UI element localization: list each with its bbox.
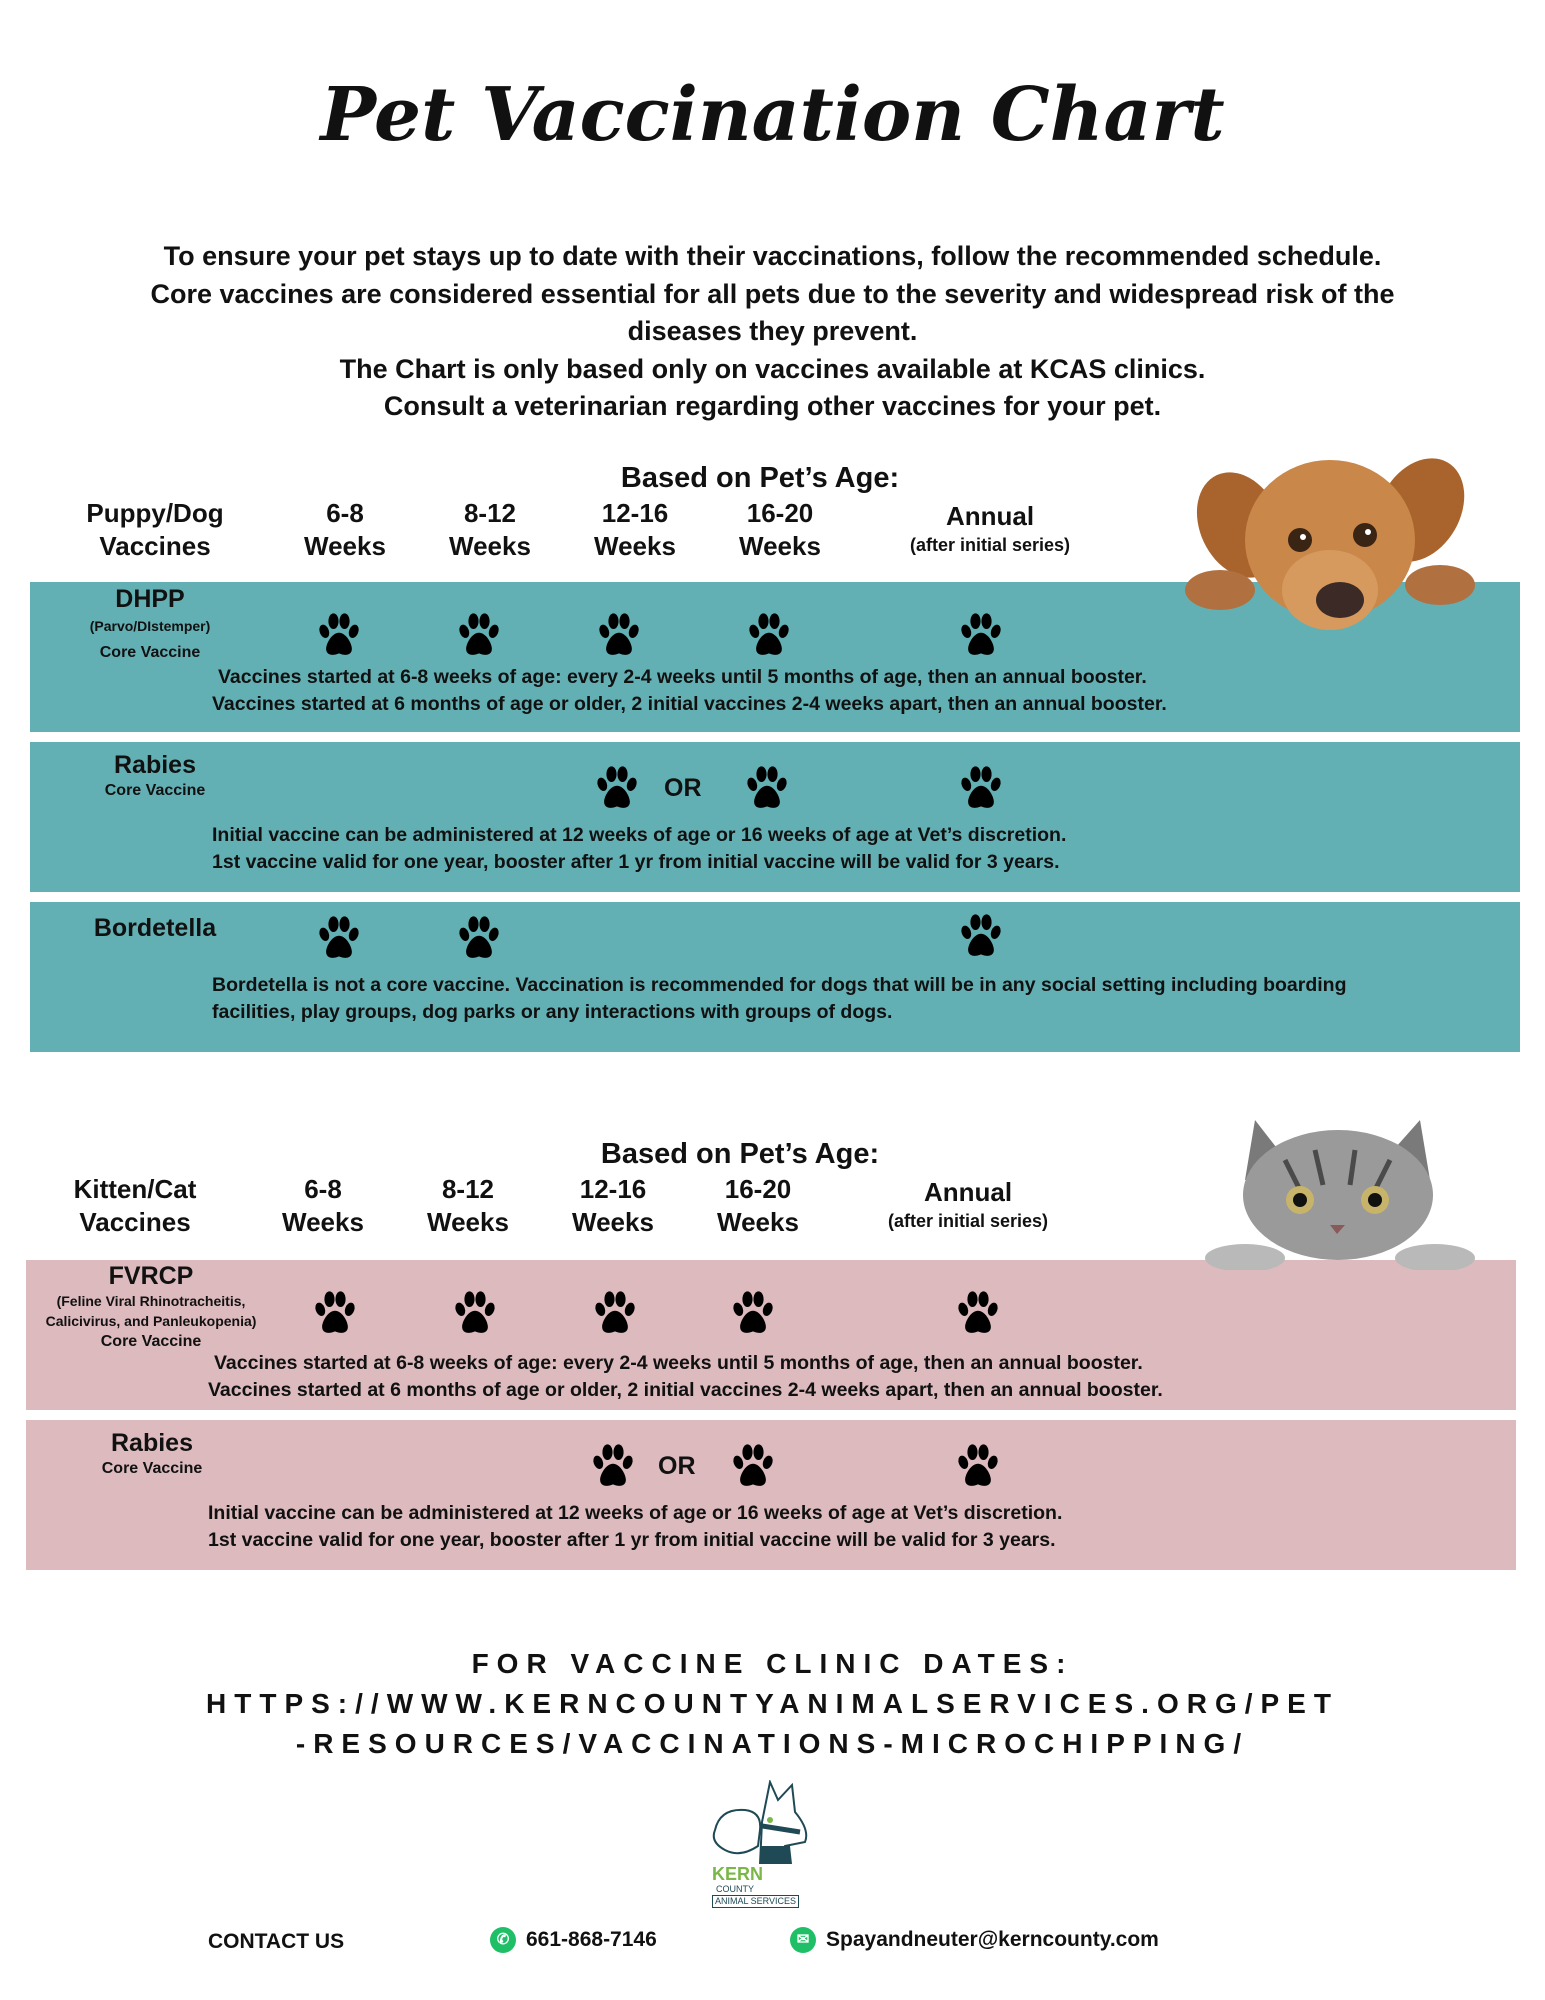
dog-col-8-12: [435, 497, 545, 563]
vaccine-name: DHPP: [115, 585, 185, 613]
vaccine-notes: [208, 1350, 1163, 1404]
col-top: 12-16: [601, 498, 669, 528]
dhpp-label: [50, 584, 250, 664]
animals-logo-icon: [700, 1780, 840, 1864]
paw-icon: [955, 1443, 1001, 1489]
note-line: Initial vaccine can be administered at 12 weeks of age or 16 weeks of age at Vet’s discretion.: [212, 824, 1067, 846]
clinic-url-line[interactable]: -RESOURCES/VACCINATIONS-MICROCHIPPING/: [295, 1728, 1250, 1759]
core-vaccine-label: Core Vaccine: [104, 782, 206, 799]
cat-col-12-16: [558, 1173, 668, 1239]
col-bottom: Weeks: [717, 1207, 799, 1237]
vaccine-notes: [212, 972, 1347, 1026]
subtitle-line: (Feline Viral Rhinotracheitis,: [56, 1293, 246, 1309]
col-bottom: Weeks: [449, 531, 531, 561]
vaccine-subtitle: (Parvo/DIstemper): [89, 618, 211, 634]
paw-icon: [958, 612, 1004, 658]
bordetella-label: [55, 913, 255, 943]
col-bottom: Weeks: [282, 1207, 364, 1237]
paw-icon: [456, 915, 502, 961]
note-line: facilities, play groups, dog parks or any interactions with groups of dogs.: [212, 1001, 893, 1023]
note-line: Vaccines started at 6-8 weeks of age: every 2-4 weeks until 5 months of age, then an annual booster.: [218, 666, 1147, 688]
paw-icon: [452, 1290, 498, 1336]
paw-icon: [746, 612, 792, 658]
dog-row-header: [60, 497, 250, 563]
row-header-line: Vaccines: [79, 1207, 191, 1237]
note-line: Bordetella is not a core vaccine. Vaccination is recommended for dogs that will be in any social setting including boarding: [212, 974, 1347, 996]
row-header-line: Vaccines: [99, 531, 211, 561]
col-bottom: Weeks: [427, 1207, 509, 1237]
col-top: 6-8: [304, 1174, 342, 1204]
subtitle-line: Calicivirus, and Panleukopenia): [45, 1313, 257, 1329]
intro-line: Consult a veterinarian regarding other vaccines for your pet.: [383, 391, 1162, 421]
intro-text: [60, 238, 1485, 426]
cat-col-6-8: [268, 1173, 378, 1239]
dog-col-6-8: [290, 497, 400, 563]
row-header-line: Puppy/Dog: [86, 498, 224, 528]
row-header-line: Kitten/Cat: [73, 1174, 197, 1204]
or-label: OR: [658, 1452, 696, 1480]
intro-line: To ensure your pet stays up to date with their vaccinations, follow the recommended schedule.: [163, 241, 1382, 271]
col-bottom: Weeks: [572, 1207, 654, 1237]
kitten-image: [1205, 1110, 1475, 1270]
dog-col-annual: [880, 500, 1100, 557]
dog-col-16-20: [725, 497, 835, 563]
intro-line: Core vaccines are considered essential for all pets due to the severity and widespread risk of the: [150, 278, 1395, 309]
fvrcp-label: [26, 1261, 276, 1353]
vaccine-name: FVRCP: [108, 1262, 194, 1290]
logo-kern: KERN: [712, 1864, 764, 1884]
paw-icon: [592, 1290, 638, 1336]
paw-icon: [596, 612, 642, 658]
logo-county: COUNTY: [716, 1884, 754, 1894]
core-vaccine-label: Core Vaccine: [100, 1333, 202, 1350]
phone-contact[interactable]: [490, 1926, 657, 1954]
dog-col-12-16: [580, 497, 690, 563]
note-line: Vaccines started at 6-8 weeks of age: every 2-4 weeks until 5 months of age, then an annual booster.: [214, 1352, 1143, 1374]
phone-icon: ✆: [490, 1927, 516, 1953]
puppy-image: [1180, 440, 1480, 640]
col-top: 8-12: [441, 1174, 495, 1204]
page-title: Pet Vaccination Chart: [320, 72, 1225, 158]
intro-line: The Chart is only based only on vaccines available at KCAS clinics.: [339, 353, 1206, 384]
col-top: 16-20: [746, 498, 814, 528]
col-bottom: Weeks: [739, 531, 821, 561]
clinic-dates-text: [0, 1644, 1545, 1764]
paw-icon: [730, 1290, 776, 1336]
vaccine-notes: [212, 822, 1066, 876]
core-vaccine-label: Core Vaccine: [99, 644, 201, 661]
cat-col-8-12: [413, 1173, 523, 1239]
col-bottom: (after initial series): [887, 1211, 1049, 1231]
col-top: Annual: [923, 1177, 1013, 1207]
paw-icon: [594, 765, 640, 811]
paw-icon: [744, 765, 790, 811]
note-line: Vaccines started at 6 months of age or older, 2 initial vaccines 2-4 weeks apart, then an annual booster.: [208, 1379, 1163, 1401]
col-bottom: (after initial series): [909, 535, 1071, 555]
col-top: 16-20: [724, 1174, 792, 1204]
col-top: 8-12: [463, 498, 517, 528]
paw-icon: [955, 1290, 1001, 1336]
paw-icon: [958, 913, 1004, 959]
paw-icon: [958, 765, 1004, 811]
phone-number[interactable]: 661-868-7146: [526, 1928, 657, 1951]
email-contact[interactable]: [790, 1926, 1159, 1954]
contact-us-label: CONTACT US: [208, 1930, 345, 1953]
email-icon: ✉: [790, 1927, 816, 1953]
dog-rabies-label: [55, 750, 255, 802]
col-top: Annual: [945, 501, 1035, 531]
col-bottom: Weeks: [304, 531, 386, 561]
cat-age-heading: Based on Pet’s Age:: [600, 1138, 880, 1170]
note-line: Vaccines started at 6 months of age or older, 2 initial vaccines 2-4 weeks apart, then an annual booster.: [212, 693, 1167, 715]
cat-col-annual: [858, 1176, 1078, 1233]
note-line: 1st vaccine valid for one year, booster after 1 yr from initial vaccine will be valid for 3 years.: [208, 1529, 1056, 1551]
dog-age-heading: Based on Pet’s Age:: [620, 462, 900, 494]
or-label: OR: [664, 774, 702, 802]
paw-icon: [312, 1290, 358, 1336]
note-line: 1st vaccine valid for one year, booster after 1 yr from initial vaccine will be valid for 3 years.: [212, 851, 1060, 873]
email-address[interactable]: Spayandneuter@kerncounty.com: [826, 1928, 1159, 1951]
paw-icon: [316, 915, 362, 961]
kcas-logo: [700, 1780, 840, 1908]
cat-rabies-label: [52, 1428, 252, 1480]
cat-row-header: [40, 1173, 230, 1239]
note-line: Initial vaccine can be administered at 12 weeks of age or 16 weeks of age at Vet’s discretion.: [208, 1502, 1063, 1524]
cat-col-16-20: [703, 1173, 813, 1239]
paw-icon: [730, 1443, 776, 1489]
col-top: 6-8: [326, 498, 364, 528]
intro-line: diseases they prevent.: [627, 316, 918, 346]
vaccine-name: Bordetella: [93, 914, 217, 942]
vaccine-notes: [212, 664, 1167, 718]
paw-icon: [316, 612, 362, 658]
col-top: 12-16: [579, 1174, 647, 1204]
vaccine-notes: [208, 1500, 1062, 1554]
paw-icon: [590, 1443, 636, 1489]
paw-icon: [456, 612, 502, 658]
vaccine-name: Rabies: [114, 751, 196, 779]
logo-animal-services: ANIMAL SERVICES: [712, 1895, 799, 1908]
col-bottom: Weeks: [594, 531, 676, 561]
core-vaccine-label: Core Vaccine: [101, 1460, 203, 1477]
vaccine-name: Rabies: [111, 1429, 193, 1457]
clinic-url-line[interactable]: HTTPS://WWW.KERNCOUNTYANIMALSERVICES.ORG/PET: [206, 1688, 1339, 1719]
clinic-line: FOR VACCINE CLINIC DATES:: [471, 1648, 1074, 1679]
